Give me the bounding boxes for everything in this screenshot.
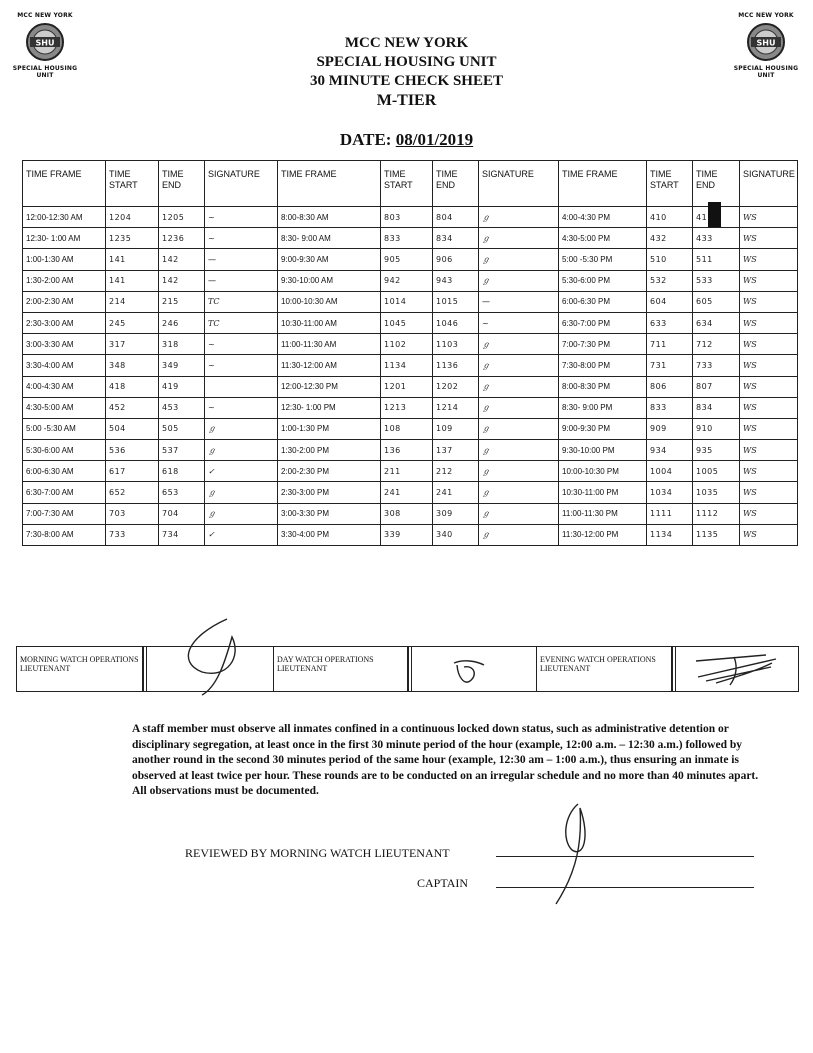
- time-frame-cell: 2:00-2:30 AM: [23, 291, 106, 312]
- time-frame-cell: 12:00-12:30 AM: [23, 207, 106, 228]
- table-row: [23, 207, 798, 228]
- time-entry-cell: 418: [106, 376, 159, 397]
- time-frame-cell: 4:00-4:30 AM: [23, 376, 106, 397]
- time-frame-cell: 4:00-4:30 PM: [559, 207, 647, 228]
- time-frame-cell: 6:30-7:00 PM: [559, 312, 647, 333]
- evening-watch-signature: [676, 647, 798, 691]
- signature-cell: WS: [740, 397, 798, 418]
- time-entry-cell: 806: [647, 376, 693, 397]
- time-entry-cell: 241: [381, 482, 433, 503]
- signature-cell: ℊ: [205, 418, 278, 439]
- document-header: [0, 34, 813, 111]
- time-entry-cell: 511: [693, 249, 740, 270]
- time-entry-cell: 834: [693, 397, 740, 418]
- time-entry-cell: 1045: [381, 312, 433, 333]
- time-entry-cell: 41: [693, 207, 740, 228]
- signature-cell: ℊ: [205, 440, 278, 461]
- time-entry-cell: 318: [159, 334, 205, 355]
- table-row: [23, 270, 798, 291]
- time-frame-cell: 6:30-7:00 AM: [23, 482, 106, 503]
- date-value: 08/01/2019: [395, 130, 474, 149]
- time-entry-cell: 731: [647, 355, 693, 376]
- time-entry-cell: 833: [647, 397, 693, 418]
- table-row: [23, 440, 798, 461]
- time-frame-cell: 11:00-11:30 PM: [559, 503, 647, 524]
- check-sheet-table: [22, 160, 798, 546]
- time-entry-cell: 1134: [381, 355, 433, 376]
- signature-cell: WS: [740, 355, 798, 376]
- column-header: TIME END: [693, 161, 740, 207]
- captain-label: CAPTAIN: [417, 876, 469, 890]
- signature-cell: WS: [740, 270, 798, 291]
- signature-cell: —: [205, 270, 278, 291]
- time-entry-cell: 536: [106, 440, 159, 461]
- time-entry-cell: 1201: [381, 376, 433, 397]
- signature-cell: ℊ: [479, 228, 559, 249]
- time-entry-cell: 241: [433, 482, 479, 503]
- time-entry-cell: 211: [381, 461, 433, 482]
- time-entry-cell: 245: [106, 312, 159, 333]
- time-entry-cell: 532: [647, 270, 693, 291]
- time-entry-cell: 1111: [647, 503, 693, 524]
- table-row: [23, 503, 798, 524]
- table-row: [23, 482, 798, 503]
- table-row: [23, 355, 798, 376]
- reviewed-by-label: REVIEWED BY MORNING WATCH LIEUTENANT: [185, 846, 450, 860]
- time-frame-cell: 9:30-10:00 PM: [559, 440, 647, 461]
- time-frame-cell: 9:00-9:30 PM: [559, 418, 647, 439]
- time-frame-cell: 3:30-4:00 AM: [23, 355, 106, 376]
- policy-paragraph: A staff member must observe all inmates confined in a continuous locked down status, such as administrative detention or disciplinary segregation, at least once in the first 30 minute period of the hour (example, 12:00 a.m. – 12:30 a.m.) followed by another round in the second 30 minutes period of the same hour (example, 12:30 am – 1:00 a.m.), thus ensuring an inmate is observed at least twice per hour. These rounds are to be conducted on an irregular schedule and no more than 40 minutes apart. All observations must be documented.: [132, 723, 759, 797]
- time-entry-cell: 1205: [159, 207, 205, 228]
- time-frame-cell: 12:00-12:30 PM: [278, 376, 381, 397]
- time-entry-cell: 348: [106, 355, 159, 376]
- signature-cell: ℊ: [479, 418, 559, 439]
- signature-cell: ℊ: [479, 334, 559, 355]
- column-header: TIME START: [647, 161, 693, 207]
- signature-cell: ℊ: [479, 249, 559, 270]
- signature-cell: WS: [740, 312, 798, 333]
- time-frame-cell: 1:30-2:00 PM: [278, 440, 381, 461]
- time-entry-cell: 1213: [381, 397, 433, 418]
- header-line-3: 30 MINUTE CHECK SHEET: [310, 73, 503, 89]
- time-entry-cell: 432: [647, 228, 693, 249]
- morning-watch-signature: [147, 647, 273, 691]
- time-entry-cell: 712: [693, 334, 740, 355]
- column-header: TIME START: [381, 161, 433, 207]
- time-entry-cell: 1035: [693, 482, 740, 503]
- time-frame-cell: 4:30-5:00 AM: [23, 397, 106, 418]
- time-entry-cell: 1015: [433, 291, 479, 312]
- time-frame-cell: 7:00-7:30 PM: [559, 334, 647, 355]
- time-entry-cell: 935: [693, 440, 740, 461]
- lieutenant-signature-boxes: [16, 646, 799, 692]
- day-watch-signature: [412, 647, 536, 691]
- signature-cell: ℊ: [205, 503, 278, 524]
- time-frame-cell: 12:30- 1:00 PM: [278, 397, 381, 418]
- time-frame-cell: 11:00-11:30 AM: [278, 334, 381, 355]
- evening-watch-label: EVENING WATCH OPERATIONS LIEUTENANT: [536, 647, 672, 691]
- time-entry-cell: 1004: [647, 461, 693, 482]
- column-header: SIGNATURE: [205, 161, 278, 207]
- time-frame-cell: 2:00-2:30 PM: [278, 461, 381, 482]
- time-frame-cell: 7:30-8:00 PM: [559, 355, 647, 376]
- logo-center-text: SHU: [35, 38, 55, 48]
- time-entry-cell: 617: [106, 461, 159, 482]
- time-entry-cell: 943: [433, 270, 479, 291]
- time-entry-cell: 246: [159, 312, 205, 333]
- morning-watch-label: MORNING WATCH OPERATIONS LIEUTENANT: [17, 647, 143, 691]
- signature-cell: ℊ: [205, 482, 278, 503]
- signature-cell: ℊ: [479, 440, 559, 461]
- time-frame-cell: 10:00-10:30 PM: [559, 461, 647, 482]
- table-row: [23, 461, 798, 482]
- time-frame-cell: 12:30- 1:00 AM: [23, 228, 106, 249]
- time-entry-cell: 1112: [693, 503, 740, 524]
- time-entry-cell: 909: [647, 418, 693, 439]
- time-entry-cell: 833: [381, 228, 433, 249]
- signature-cell: WS: [740, 291, 798, 312]
- time-frame-cell: 10:00-10:30 AM: [278, 291, 381, 312]
- column-header: SIGNATURE: [740, 161, 798, 207]
- signature-cell: ✓: [205, 461, 278, 482]
- signature-cell: ~: [205, 397, 278, 418]
- time-entry-cell: 633: [647, 312, 693, 333]
- time-entry-cell: 934: [647, 440, 693, 461]
- logo-top-text: MCC NEW YORK: [738, 12, 794, 19]
- time-entry-cell: 410: [647, 207, 693, 228]
- time-entry-cell: 141: [106, 270, 159, 291]
- time-entry-cell: 537: [159, 440, 205, 461]
- time-entry-cell: 1204: [106, 207, 159, 228]
- table-body: [23, 207, 798, 546]
- time-entry-cell: 1005: [693, 461, 740, 482]
- redaction-mark: [708, 202, 721, 227]
- table-row: [23, 334, 798, 355]
- time-frame-cell: 7:30-8:00 AM: [23, 524, 106, 545]
- table-row: [23, 376, 798, 397]
- time-entry-cell: 109: [433, 418, 479, 439]
- time-frame-cell: 8:30- 9:00 PM: [559, 397, 647, 418]
- time-frame-cell: 5:30-6:00 PM: [559, 270, 647, 291]
- time-frame-cell: 11:30-12:00 AM: [278, 355, 381, 376]
- logo-bottom-text: SPECIAL HOUSING UNIT: [12, 65, 78, 79]
- captain-signature-line: [496, 887, 754, 888]
- time-entry-cell: 807: [693, 376, 740, 397]
- signature-cell: ~: [479, 312, 559, 333]
- signature-cell: ℊ: [479, 461, 559, 482]
- signature-cell: ~: [205, 228, 278, 249]
- time-entry-cell: 533: [693, 270, 740, 291]
- signature-cell: WS: [740, 440, 798, 461]
- time-frame-cell: 3:30-4:00 PM: [278, 524, 381, 545]
- time-frame-cell: 4:30-5:00 PM: [559, 228, 647, 249]
- time-entry-cell: 1135: [693, 524, 740, 545]
- time-entry-cell: 942: [381, 270, 433, 291]
- time-entry-cell: 905: [381, 249, 433, 270]
- time-entry-cell: 910: [693, 418, 740, 439]
- time-frame-cell: 8:30- 9:00 AM: [278, 228, 381, 249]
- time-entry-cell: 804: [433, 207, 479, 228]
- time-entry-cell: 452: [106, 397, 159, 418]
- time-entry-cell: 349: [159, 355, 205, 376]
- time-entry-cell: 309: [433, 503, 479, 524]
- time-entry-cell: 711: [647, 334, 693, 355]
- table-row: [23, 249, 798, 270]
- logo-top-text: MCC NEW YORK: [17, 12, 73, 19]
- signature-cell: ℊ: [479, 376, 559, 397]
- time-entry-cell: 803: [381, 207, 433, 228]
- time-frame-cell: 2:30-3:00 AM: [23, 312, 106, 333]
- time-frame-cell: 9:00-9:30 AM: [278, 249, 381, 270]
- table-row: [23, 228, 798, 249]
- time-entry-cell: 834: [433, 228, 479, 249]
- table-row: [23, 312, 798, 333]
- time-entry-cell: 505: [159, 418, 205, 439]
- time-entry-cell: 604: [647, 291, 693, 312]
- column-header: TIME FRAME: [278, 161, 381, 207]
- table-row: [23, 524, 798, 545]
- time-frame-cell: 1:00-1:30 AM: [23, 249, 106, 270]
- time-frame-cell: 5:00 -5:30 AM: [23, 418, 106, 439]
- time-entry-cell: 618: [159, 461, 205, 482]
- signature-cell: WS: [740, 334, 798, 355]
- date-label: DATE:: [339, 130, 392, 149]
- signature-cell: ℊ: [479, 270, 559, 291]
- logo-center-text: SHU: [756, 38, 776, 48]
- header-line-2: SPECIAL HOUSING UNIT: [316, 54, 497, 70]
- time-entry-cell: 1214: [433, 397, 479, 418]
- time-entry-cell: 1102: [381, 334, 433, 355]
- signature-cell: WS: [740, 524, 798, 545]
- column-header: TIME FRAME: [559, 161, 647, 207]
- time-entry-cell: 733: [693, 355, 740, 376]
- time-entry-cell: 634: [693, 312, 740, 333]
- time-frame-cell: 1:00-1:30 PM: [278, 418, 381, 439]
- column-header: SIGNATURE: [479, 161, 559, 207]
- time-frame-cell: 3:00-3:30 AM: [23, 334, 106, 355]
- signature-cell: WS: [740, 207, 798, 228]
- time-entry-cell: 1034: [647, 482, 693, 503]
- logo-bottom-text: SPECIAL HOUSING UNIT: [733, 65, 799, 79]
- table-row: [23, 397, 798, 418]
- signature-cell: ~: [205, 207, 278, 228]
- time-entry-cell: 214: [106, 291, 159, 312]
- time-entry-cell: 137: [433, 440, 479, 461]
- signature-cell: WS: [740, 482, 798, 503]
- column-header: TIME FRAME: [23, 161, 106, 207]
- time-frame-cell: 1:30-2:00 AM: [23, 270, 106, 291]
- time-entry-cell: 141: [106, 249, 159, 270]
- table-header-row: [23, 161, 798, 207]
- time-entry-cell: 1103: [433, 334, 479, 355]
- signature-cell: [205, 376, 278, 397]
- signature-cell: ℊ: [479, 482, 559, 503]
- header-tier: M-TIER: [376, 92, 437, 109]
- time-entry-cell: 703: [106, 503, 159, 524]
- time-entry-cell: 308: [381, 503, 433, 524]
- time-entry-cell: 733: [106, 524, 159, 545]
- time-entry-cell: 339: [381, 524, 433, 545]
- time-entry-cell: 142: [159, 249, 205, 270]
- time-entry-cell: 108: [381, 418, 433, 439]
- signature-cell: TC: [205, 291, 278, 312]
- time-entry-cell: 317: [106, 334, 159, 355]
- signature-cell: —: [479, 291, 559, 312]
- signature-cell: ℊ: [479, 207, 559, 228]
- signature-cell: ℊ: [479, 503, 559, 524]
- time-entry-cell: 419: [159, 376, 205, 397]
- signature-cell: WS: [740, 228, 798, 249]
- time-entry-cell: 136: [381, 440, 433, 461]
- time-frame-cell: 3:00-3:30 PM: [278, 503, 381, 524]
- time-frame-cell: 8:00-8:30 PM: [559, 376, 647, 397]
- time-frame-cell: 10:30-11:00 AM: [278, 312, 381, 333]
- time-entry-cell: 653: [159, 482, 205, 503]
- time-entry-cell: 906: [433, 249, 479, 270]
- time-frame-cell: 5:00 -5:30 PM: [559, 249, 647, 270]
- column-header: TIME END: [159, 161, 205, 207]
- time-entry-cell: 504: [106, 418, 159, 439]
- time-entry-cell: 1235: [106, 228, 159, 249]
- time-entry-cell: 605: [693, 291, 740, 312]
- time-entry-cell: 1202: [433, 376, 479, 397]
- header-line-1: MCC NEW YORK: [344, 35, 469, 51]
- signature-cell: TC: [205, 312, 278, 333]
- time-entry-cell: 142: [159, 270, 205, 291]
- reviewed-signature-line: [496, 856, 754, 857]
- table-row: [23, 418, 798, 439]
- time-entry-cell: 734: [159, 524, 205, 545]
- time-entry-cell: 1136: [433, 355, 479, 376]
- time-entry-cell: 1014: [381, 291, 433, 312]
- time-frame-cell: 9:30-10:00 AM: [278, 270, 381, 291]
- time-entry-cell: 704: [159, 503, 205, 524]
- signature-cell: ✓: [205, 524, 278, 545]
- signature-cell: ℊ: [479, 524, 559, 545]
- time-entry-cell: 652: [106, 482, 159, 503]
- table-row: [23, 291, 798, 312]
- time-frame-cell: 6:00-6:30 AM: [23, 461, 106, 482]
- time-entry-cell: 1236: [159, 228, 205, 249]
- time-frame-cell: 5:30-6:00 AM: [23, 440, 106, 461]
- time-entry-cell: 433: [693, 228, 740, 249]
- signature-cell: WS: [740, 249, 798, 270]
- time-entry-cell: 1046: [433, 312, 479, 333]
- time-entry-cell: 340: [433, 524, 479, 545]
- day-watch-label: DAY WATCH OPERATIONS LIEUTENANT: [273, 647, 408, 691]
- time-frame-cell: 11:30-12:00 PM: [559, 524, 647, 545]
- date-line: [0, 130, 813, 150]
- signature-cell: ~: [205, 355, 278, 376]
- time-entry-cell: 453: [159, 397, 205, 418]
- signature-cell: —: [205, 249, 278, 270]
- signature-cell: ℊ: [479, 355, 559, 376]
- signature-cell: WS: [740, 461, 798, 482]
- signature-cell: WS: [740, 418, 798, 439]
- time-frame-cell: 10:30-11:00 PM: [559, 482, 647, 503]
- time-frame-cell: 7:00-7:30 AM: [23, 503, 106, 524]
- reviewer-signature: [548, 800, 608, 910]
- time-frame-cell: 8:00-8:30 AM: [278, 207, 381, 228]
- time-entry-cell: 215: [159, 291, 205, 312]
- time-entry-cell: 1134: [647, 524, 693, 545]
- time-entry-cell: 212: [433, 461, 479, 482]
- time-frame-cell: 2:30-3:00 PM: [278, 482, 381, 503]
- column-header: TIME END: [433, 161, 479, 207]
- time-frame-cell: 6:00-6:30 PM: [559, 291, 647, 312]
- signature-cell: WS: [740, 503, 798, 524]
- signature-cell: ~: [205, 334, 278, 355]
- column-header: TIME START: [106, 161, 159, 207]
- signature-cell: WS: [740, 376, 798, 397]
- time-entry-cell: 510: [647, 249, 693, 270]
- signature-cell: ℊ: [479, 397, 559, 418]
